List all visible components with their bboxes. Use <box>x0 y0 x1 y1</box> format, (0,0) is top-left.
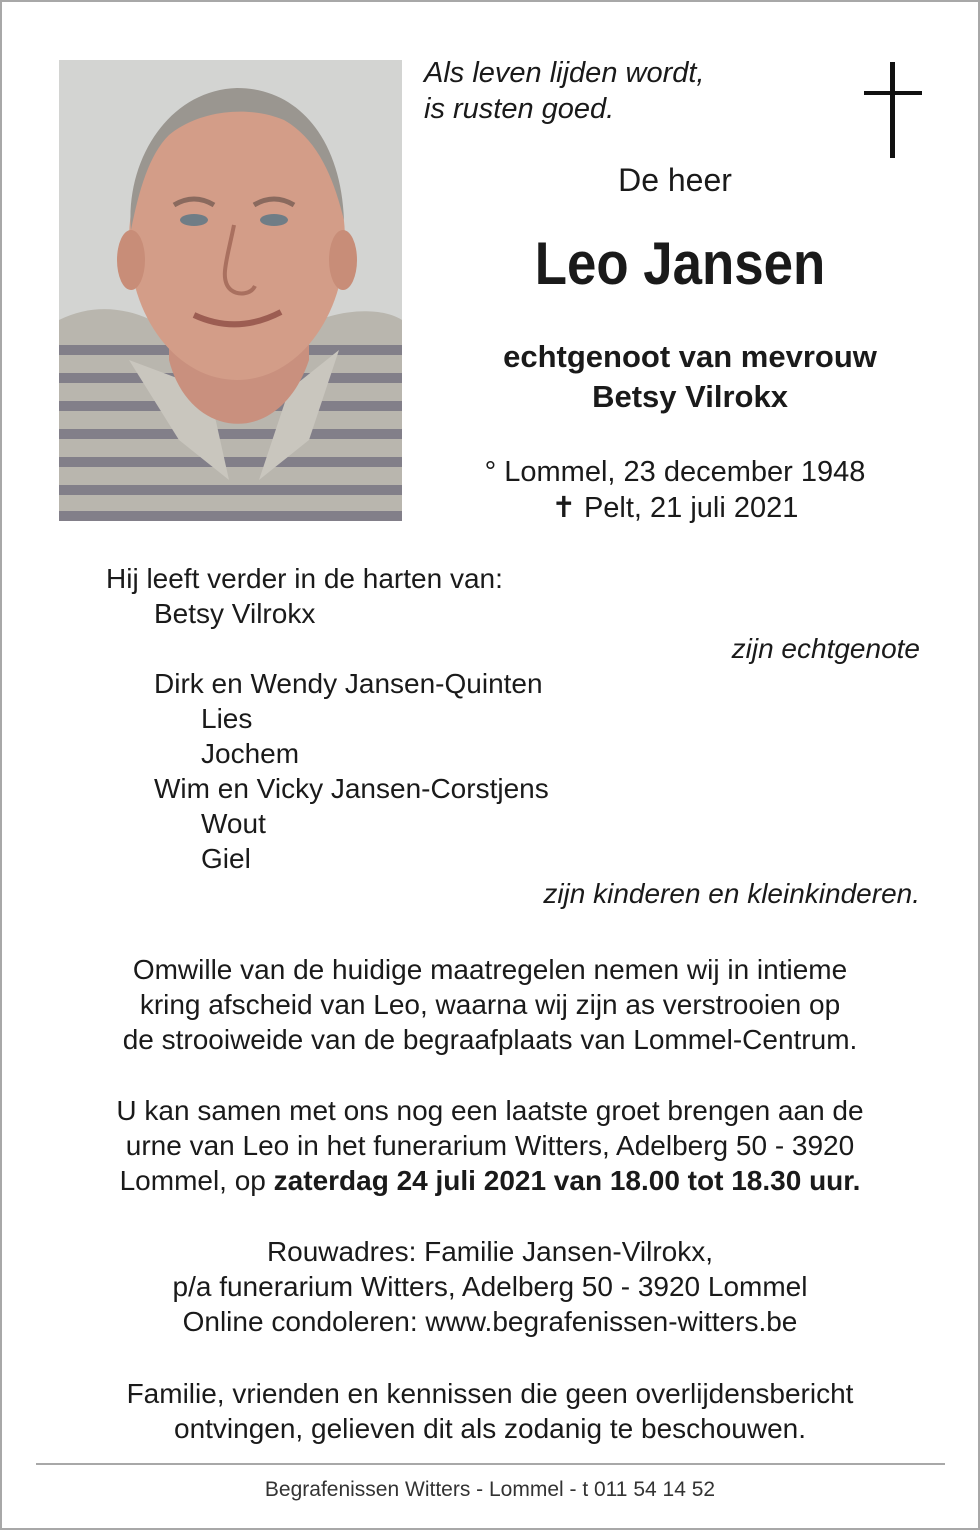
footer-divider <box>36 1463 945 1465</box>
paragraph-line: kring afscheid van Leo, waarna wij zijn as verstrooien op <box>139 989 841 1020</box>
paragraph-line: Rouwadres: Familie Jansen-Vilrokx, <box>266 1236 714 1267</box>
visitation-paragraph <box>0 1093 980 1198</box>
paragraph-text: Lommel, op <box>119 1165 274 1196</box>
relation-row <box>0 631 980 666</box>
survivor-grandchild: Lies <box>201 703 253 734</box>
paragraph-line: p/a funerarium Witters, Adelberg 50 - 3920 Lommel <box>172 1271 808 1302</box>
paragraph-line: Omwille van de huidige maatregelen nemen wij in intieme <box>132 954 848 985</box>
paragraph-line: urne van Leo in het funerarium Witters, Adelberg 50 - 3920 <box>125 1130 855 1161</box>
portrait-photo <box>59 60 402 521</box>
farewell-paragraph <box>0 952 980 1057</box>
footer-text: Begrafenissen Witters - Lommel - t 011 54 14 52 <box>264 1478 716 1501</box>
survivor-spouse: Betsy Vilrokx <box>154 598 316 629</box>
paragraph-line: de strooiweide van de begraafplaats van Lommel-Centrum. <box>122 1024 858 1055</box>
portrait-illustration <box>59 60 402 521</box>
paragraph-line: Familie, vrienden en kennissen die geen overlijdensbericht <box>126 1378 854 1409</box>
birth-date: ° Lommel, 23 december 1948 <box>484 456 866 488</box>
cross-icon <box>864 62 922 160</box>
survivor-family: Dirk en Wendy Jansen-Quinten <box>154 668 543 699</box>
paragraph-line: U kan samen met ons nog een laatste groet brengen aan de <box>116 1095 864 1126</box>
visitation-time: zaterdag 24 juli 2021 van 18.00 tot 18.30 uur. <box>273 1165 861 1196</box>
honorific: De heer <box>618 162 732 198</box>
spouse-line: echtgenoot van mevrouw <box>503 339 877 374</box>
life-dates <box>430 454 920 526</box>
spouse-name: Betsy Vilrokx <box>592 379 788 414</box>
relation-row <box>0 876 980 911</box>
motto-line: Als leven lijden wordt, <box>424 57 705 89</box>
survivor-grandchild: Jochem <box>201 738 300 769</box>
survivors-intro: Hij leeft verder in de harten van: <box>106 563 503 594</box>
children-relation: zijn kinderen en kleinkinderen. <box>543 878 920 909</box>
survivor-grandchild: Giel <box>201 843 251 874</box>
condolence-link: Online condoleren: www.begrafenissen-witters.be <box>182 1306 798 1337</box>
survivor-grandchild: Wout <box>201 808 266 839</box>
spouse-block <box>420 337 960 417</box>
spouse-relation: zijn echtgenote <box>731 633 920 664</box>
motto <box>424 55 844 127</box>
survivors-list <box>0 561 980 911</box>
notice-paragraph <box>0 1376 980 1446</box>
death-date: ✝ Pelt, 21 juli 2021 <box>551 492 799 524</box>
paragraph-line: ontvingen, gelieven dit als zodanig te beschouwen. <box>174 1413 806 1444</box>
paragraph-line <box>0 1163 980 1198</box>
address-paragraph <box>0 1234 980 1339</box>
deceased-name: Leo Jansen <box>534 230 826 297</box>
motto-line: is rusten goed. <box>424 93 615 125</box>
survivor-family: Wim en Vicky Jansen-Corstjens <box>154 773 549 804</box>
